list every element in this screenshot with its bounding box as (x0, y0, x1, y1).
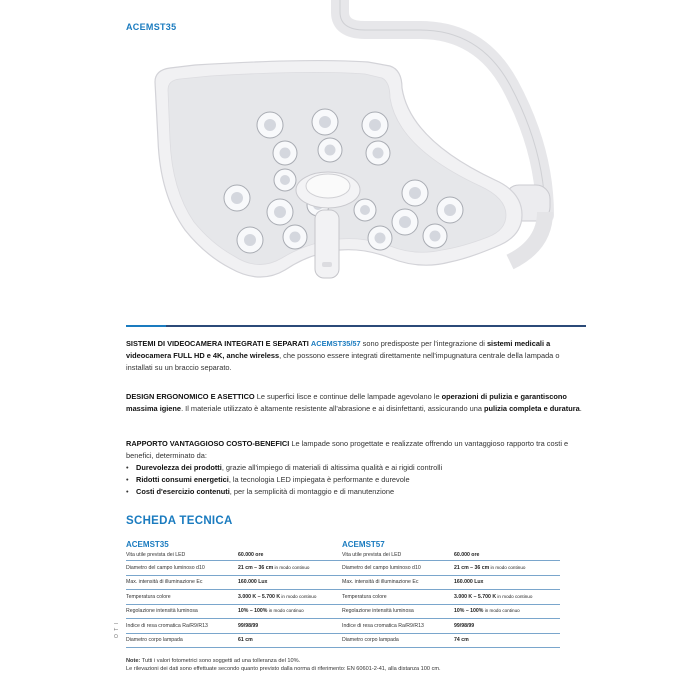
spec-value (454, 579, 560, 585)
spec-value (238, 579, 344, 585)
sheet-title: SCHEDA TECNICA (126, 515, 233, 527)
bullet-bold: Ridotti consumi energetici (136, 475, 229, 484)
spec-value-sub: in modo continuo (489, 564, 526, 570)
paragraph-cost-benefit (126, 438, 586, 498)
spec-key: Diametro corpo lampada (342, 637, 399, 644)
table-row (342, 590, 560, 605)
spec-value-main: 21 cm – 36 cm (238, 564, 274, 571)
spec-value-main: 60.000 ore (238, 552, 264, 558)
section-rule-accent (126, 325, 166, 327)
spec-value-main: 3.000 K – 5.700 K (454, 593, 497, 600)
table-row (342, 619, 560, 634)
spec-value (238, 608, 344, 614)
spec-value-sub: in modo continuo (483, 608, 520, 614)
spec-table-st35 (126, 540, 344, 648)
spec-value (454, 594, 560, 600)
p2-text-b: . Il materiale utilizzato è altamente resistente all'abrasione e ai disinfettanti, assicurando una (181, 404, 485, 413)
spec-value-main: 10% – 100% (454, 608, 484, 615)
p3-lead: RAPPORTO VANTAGGIOSO COSTO-BENEFICI (126, 439, 290, 448)
p2-text-c: . (579, 404, 582, 413)
spec-value-main: 3.000 K – 5.700 K (238, 593, 281, 600)
spec-model-label (342, 540, 560, 550)
table-row (342, 576, 560, 591)
spec-value (454, 623, 560, 629)
spec-value (238, 623, 344, 629)
paragraph-design (126, 391, 586, 415)
spec-value-main: 21 cm – 36 cm (454, 564, 490, 571)
surgical-lamp-image (150, 0, 600, 310)
table-row (126, 576, 344, 591)
model-prefix: ACEM (126, 22, 154, 32)
table-row (126, 619, 344, 634)
spec-key: Indice di resa cromatica Ra/R9/R13 (126, 622, 208, 629)
spec-value-main: 160.000 Lux (238, 579, 268, 586)
note-line-2: Le rilevazioni dei dati sono effettuate secondo quanto previsto dalla norma di riferimento: EN 60601-2-41, alla distanza 100 cm. (126, 666, 441, 672)
spec-key: Max. intensità di illuminazione Ec (126, 579, 203, 586)
spec-value-main: 10% – 100% (238, 608, 268, 615)
spec-key: Diametro del campo luminoso d10 (126, 564, 205, 571)
spec-value (238, 637, 344, 643)
paragraph-video-systems (126, 338, 586, 374)
spec-key: Regolazione intensità luminosa (342, 608, 414, 615)
table-row (342, 561, 560, 576)
table-row (342, 634, 560, 649)
p1-bold-a: sistemi medicali a videocamera FULL HD e 4K, anche wireless (126, 339, 551, 360)
bullet-bold: Costi d'esercizio contenuti (136, 487, 230, 496)
p1-text-a: sono predisposte per l'integrazione di (360, 339, 487, 348)
spec-value-sub: in modo continuo (280, 593, 317, 599)
spec-model-number: ST57 (365, 540, 385, 549)
spec-value-main: 99/98/99 (454, 622, 475, 629)
spec-value (238, 552, 344, 558)
model-number: ST35 (153, 22, 177, 32)
spec-key: Temperatura colore (126, 593, 171, 600)
spec-key: Vita utile prevista dei LED (126, 552, 186, 558)
spec-key: Regolazione intensità luminosa (126, 608, 198, 615)
bullet-text: , per la semplicità di montaggio e di manutenzione (229, 487, 395, 496)
bullet-bold: Durevolezza dei prodotti (136, 463, 222, 472)
spec-key: Max. intensità di illuminazione Ec (342, 579, 419, 586)
p1-text-b: , che possono essere integrati direttamente nell'impugnatura centrale della lampada o installati su un braccio separato. (126, 351, 560, 372)
spec-key: Diametro corpo lampada (126, 637, 183, 644)
table-row (342, 605, 560, 620)
spec-value-main: 61 cm (238, 637, 253, 644)
table-row (126, 590, 344, 605)
section-rule (126, 325, 586, 327)
table-row (126, 561, 344, 576)
p2-bold-a: operazioni di pulizia e garantiscono massima igiene (126, 392, 567, 413)
spec-key: Vita utile prevista dei LED (342, 552, 402, 558)
p2-bold-b: pulizia completa e duratura (484, 404, 580, 413)
spec-value (238, 594, 344, 600)
table-row (126, 634, 344, 649)
bullet-text: , grazie all'impiego di materiali di altissima qualità e ai rigidi controlli (221, 463, 443, 472)
footnote (126, 657, 606, 673)
list-item (126, 462, 586, 474)
spec-value (454, 565, 560, 571)
spec-value-main: 60.000 ore (454, 552, 480, 558)
spec-value-sub: in modo continuo (273, 564, 310, 570)
spec-value (238, 565, 344, 571)
table-row (342, 550, 560, 561)
spec-value-main: 74 cm (454, 637, 469, 644)
p2-lead: DESIGN ERGONOMICO E ASETTICO (126, 392, 255, 401)
table-row (126, 550, 344, 561)
benefit-list (126, 462, 586, 498)
spec-model-number: ST35 (149, 540, 169, 549)
spec-key: Temperatura colore (342, 593, 387, 600)
p3-text: Le lampade sono progettate e realizzate offrendo un vantaggioso rapporto tra costi e benefici, determinato da: (126, 439, 569, 460)
note-line-1: Tutti i valori fotometrici sono soggetti ad una tolleranza del 10%. (140, 658, 301, 664)
bullet-text: , la tecnologia LED impiegata è performante e durevole (228, 475, 410, 484)
table-row (126, 605, 344, 620)
note-label: Note: (126, 658, 141, 664)
side-mark: O T I (114, 622, 120, 638)
spec-value-sub: in modo continuo (267, 608, 304, 614)
list-item (126, 474, 586, 486)
spec-key: Indice di resa cromatica Ra/R9/R13 (342, 622, 424, 629)
spec-model-prefix: ACEM (126, 540, 150, 549)
spec-model-prefix: ACEM (342, 540, 366, 549)
p2-text-a: Le superfici lisce e continue delle lampade agevolano le (254, 392, 442, 401)
spec-model-label (126, 540, 344, 550)
spec-value (454, 608, 560, 614)
spec-value (454, 552, 560, 558)
spec-value-sub: in modo continuo (496, 593, 533, 599)
p1-lead: SISTEMI DI VIDEOCAMERA INTEGRATI E SEPARATI (126, 339, 309, 348)
p1-model: ACEMST35/57 (310, 339, 361, 348)
spec-key: Diametro del campo luminoso d10 (342, 564, 421, 571)
spec-value-main: 99/98/99 (238, 622, 259, 629)
spec-value-main: 160.000 Lux (454, 579, 484, 586)
spec-table-st57 (342, 540, 560, 648)
list-item (126, 486, 586, 498)
spec-value (454, 637, 560, 643)
